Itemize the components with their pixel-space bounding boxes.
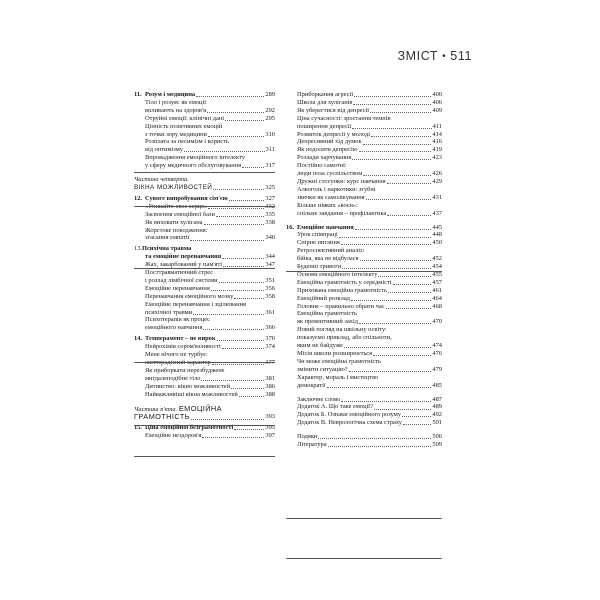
separator-line <box>286 518 442 519</box>
toc-entry[interactable] <box>286 186 442 202</box>
chapter-number: 12. <box>134 194 142 202</box>
toc-entry-title: яким не байдуже <box>297 342 343 350</box>
toc-entry-title: Як подолати депресію <box>297 146 358 154</box>
toc-part-five[interactable] <box>134 405 275 422</box>
toc-entry[interactable] <box>134 367 275 383</box>
toc-entry[interactable] <box>286 91 442 99</box>
toc-entry[interactable] <box>286 358 442 374</box>
toc-entry-title: Урок співпраці <box>297 231 338 239</box>
toc-entry-title: Емоційне нездоров'я <box>145 432 202 440</box>
toc-entry-title: Емоційний розклад <box>297 294 350 302</box>
toc-entry-page: 485 <box>432 381 442 389</box>
toc-entry[interactable] <box>286 178 442 186</box>
toc-entry-page: 377 <box>265 359 275 366</box>
toc-entry-title: Додаток А. Що таке емоції? <box>297 403 373 411</box>
toc-entry-page: 358 <box>265 292 275 300</box>
toc-entry-page: 416 <box>432 138 442 146</box>
toc-entry[interactable] <box>286 107 442 115</box>
toc-entry-title: Отруйні емоції: клінічні дані <box>145 114 224 122</box>
toc-entry-title-line: Жорстоке поводження: <box>145 226 208 234</box>
toc-entry-title: Найважливіші вікна можливостей <box>145 390 238 398</box>
chapter-number: 11. <box>134 91 142 98</box>
separator-line <box>134 206 275 207</box>
separator-line <box>134 268 275 269</box>
chapter-title: Сувоге випробування сім'єю <box>145 194 228 202</box>
toc-entry-page: 419 <box>432 146 442 154</box>
toc-entry-page: 411 <box>432 122 442 130</box>
toc-entry-title: Жах, закарбований у пам'яті <box>145 261 223 269</box>
toc-entry[interactable] <box>134 269 275 285</box>
toc-entry-page: 476 <box>432 350 442 357</box>
toc-entry-title-line: Впровадження емоційного інтелекту <box>145 154 245 162</box>
toc-entry-title: люди поза суспільством <box>297 170 363 178</box>
toc-entry[interactable] <box>134 115 275 123</box>
toc-entry[interactable] <box>286 310 442 326</box>
toc-entry-page: 429 <box>432 177 442 185</box>
header-bullet: • <box>442 50 447 62</box>
separator-line <box>134 362 275 363</box>
toc-entry-title: Місія школи розширюється <box>297 350 373 357</box>
toc-entry-page: 509 <box>432 441 442 449</box>
toc-entry-title: Дружні стосунки: курс навчання <box>297 177 386 185</box>
toc-entry-title: Прихована емоційна грамотність <box>297 286 387 294</box>
toc-entry-page: 489 <box>432 403 442 411</box>
page-header <box>397 48 472 64</box>
header-page-number: 511 <box>450 49 472 63</box>
chapter-page: 395 <box>265 424 275 432</box>
toc-entry-page: 414 <box>432 130 442 138</box>
toc-entry-title: звички як самолікування <box>297 193 365 201</box>
toc-entry[interactable] <box>286 247 442 263</box>
toc-entry-title: згасання емпатії <box>145 234 190 242</box>
toc-entry-page: 479 <box>432 365 442 373</box>
toc-entry[interactable] <box>134 316 275 332</box>
toc-entry-title: поширення депресії <box>297 122 352 130</box>
toc-entry-page: 454 <box>432 263 442 271</box>
toc-entry-page: 295 <box>265 114 275 122</box>
separator-line <box>134 456 275 457</box>
toc-entry-title: Розлади харчування <box>297 154 352 162</box>
toc-entry-page: 506 <box>432 433 442 441</box>
toc-entry-page: 457 <box>432 278 442 286</box>
toc-entry-page: 492 <box>432 411 442 419</box>
toc-entry-title: Перенавчання емоційного мозку <box>145 292 234 300</box>
toc-entry[interactable] <box>286 403 442 411</box>
toc-entry-page: 400 <box>432 91 442 98</box>
toc-entry[interactable] <box>286 146 442 154</box>
toc-entry[interactable] <box>286 303 442 311</box>
part-five-title-line2: ГРАМОТНІСТЬ <box>134 412 191 422</box>
toc-entry[interactable] <box>134 351 275 367</box>
toc-entry-page: 338 <box>265 218 275 226</box>
toc-entry-title: психічної травми <box>145 308 193 316</box>
toc-entry-title: у сферу медичного обслуговування <box>145 162 242 170</box>
toc-entry-page: 388 <box>265 390 275 398</box>
toc-entry-title: від оптимізму <box>145 146 183 154</box>
toc-entry[interactable] <box>286 115 442 131</box>
toc-entry[interactable] <box>286 131 442 139</box>
toc-entry-page: 347 <box>265 261 275 269</box>
toc-entry[interactable] <box>134 383 275 391</box>
toc-entry-page: 332 <box>265 202 275 210</box>
toc-entry-page: 386 <box>265 382 275 390</box>
toc-right-column <box>286 91 442 449</box>
toc-entry[interactable] <box>286 419 442 427</box>
toc-entry-title: Додаток В. Неврологічна схема страху <box>297 419 402 427</box>
toc-entry-page: 426 <box>432 170 442 178</box>
toc-entry[interactable] <box>286 202 442 218</box>
toc-entry[interactable] <box>286 99 442 107</box>
chapter-number: 16. <box>286 223 294 231</box>
toc-entry-page: 381 <box>265 374 275 382</box>
chapter-title: Темперамент – не вирок <box>145 335 216 343</box>
chapter-page: 370 <box>265 335 275 343</box>
toc-entry-page: 470 <box>432 318 442 326</box>
toc-entry-title: і розлад лімбічної системи <box>145 276 218 284</box>
toc-entry[interactable] <box>286 263 442 271</box>
toc-entry[interactable] <box>134 432 275 440</box>
toc-entry[interactable] <box>286 231 442 239</box>
chapter-page: 344 <box>265 253 275 261</box>
toc-entry-title-line: Чи може емоційна грамотність <box>297 357 381 365</box>
chapter-title: Ціна емоційної безграмотності <box>145 424 234 432</box>
toc-entry-page: 361 <box>265 308 275 316</box>
toc-entry-title-line: Посттравматичний стрес <box>145 269 214 277</box>
toc-entry-page: 474 <box>432 342 442 350</box>
toc-entry-title: Як виховати хулігана <box>145 218 203 226</box>
toc-entry-page: 406 <box>432 98 442 106</box>
toc-entry-title-line: Емоційне перенавчання і зцілювання <box>145 300 246 308</box>
chapter-number: 13. <box>134 245 142 253</box>
toc-entry-title-line: Постійно самотні: <box>297 162 347 170</box>
chapter-number: 15. <box>134 424 142 432</box>
toc-entry-title-line: Емоційна грамотність <box>297 310 357 318</box>
toc-entry-title: спільне завдання – профілактика <box>297 209 387 217</box>
toc-entry-title: бійка, яка не відбулася <box>297 255 359 263</box>
separator-line <box>286 558 442 559</box>
header-title: ЗМІСТ <box>397 49 439 63</box>
toc-entry-page: 366 <box>265 324 275 332</box>
toc-entry-title: Подяки <box>297 433 318 441</box>
part-four-page: 325 <box>265 183 275 191</box>
toc-entry-title-line: показуємо приклад, або спільноти, <box>297 334 392 342</box>
toc-entry-title: Спірне питання <box>297 239 340 247</box>
toc-entry[interactable] <box>134 343 275 351</box>
toc-entry[interactable] <box>134 285 275 293</box>
chapter-title-line2: та емоційне перенавчання <box>145 253 222 261</box>
toc-entry[interactable] <box>286 138 442 146</box>
toc-entry-title: Література <box>297 441 327 449</box>
toc-entry-title: з точки зору медицини <box>145 130 207 138</box>
toc-entry-title: демократії <box>297 381 326 389</box>
toc-entry-title: Емоційне перенавчання <box>145 284 210 292</box>
toc-entry-page: 409 <box>432 106 442 114</box>
toc-entry-page: 437 <box>432 209 442 217</box>
part-five-page: 393 <box>265 413 275 421</box>
toc-entry-page: 431 <box>432 193 442 201</box>
toc-entry[interactable] <box>286 154 442 162</box>
toc-entry-title: Школа для хуліганів <box>297 98 353 106</box>
toc-entry-page: 292 <box>265 106 275 114</box>
chapter-number: 14. <box>134 335 142 343</box>
toc-chapter-12[interactable] <box>134 195 275 203</box>
toc-entry-page: 311 <box>265 146 275 154</box>
toc-entry-page: 340 <box>265 234 275 242</box>
toc-entry-page: 335 <box>265 210 275 218</box>
toc-entry[interactable] <box>134 99 275 115</box>
toc-entry-title: змінити ситуацію? <box>297 365 348 373</box>
toc-entry-title-line: Характер, мораль і мистецтво <box>297 373 379 381</box>
part-five-label: Частина п'ята. <box>134 405 178 413</box>
toc-entry-title-line: Мене нічого не турбує: <box>145 351 208 359</box>
toc-entry-title: Емоційна грамотність у середмісті <box>297 278 392 286</box>
part-five-title-line1: ЕМОЦІЙНА <box>178 403 222 413</box>
part-four-title: ВІКНА МОЖЛИВОСТЕЙ <box>134 183 213 191</box>
chapter-page: 289 <box>265 91 275 98</box>
toc-entry-page: 448 <box>432 231 442 239</box>
toc-entry-title: Нейрохімія сором'язливості <box>145 343 221 351</box>
toc-entry-title: життєрадісний характер <box>145 359 211 366</box>
toc-entry-page: 317 <box>265 162 275 170</box>
chapter-title: Емоційне навчання <box>297 223 354 231</box>
toc-entry-page: 310 <box>265 130 275 138</box>
toc-entry[interactable] <box>286 350 442 358</box>
toc-entry-title-line: Ціна сучасності: зростання темпів <box>297 114 391 122</box>
chapter-title-line1: Психічна травма <box>142 245 192 253</box>
toc-entry-title: Депресивний хід думок <box>297 138 362 146</box>
part-four-label: Частина четверта. <box>134 176 189 184</box>
toc-entry[interactable] <box>286 239 442 247</box>
toc-entry[interactable] <box>286 374 442 390</box>
chapter-page: 327 <box>265 194 275 202</box>
toc-chapter-16[interactable] <box>286 224 442 232</box>
toc-entry[interactable] <box>286 162 442 178</box>
toc-entry[interactable] <box>286 271 442 279</box>
toc-entry-title: Заключне слово <box>297 395 341 403</box>
toc-entry-title: мигдалеподібне тіло <box>145 374 201 382</box>
toc-entry-page: 487 <box>432 395 442 403</box>
toc-entry[interactable] <box>286 411 442 419</box>
toc-entry[interactable] <box>134 293 275 301</box>
toc-entry[interactable] <box>286 279 442 287</box>
toc-entry-title-line: Як приборкати перезбуджене <box>145 366 225 374</box>
toc-entry-page: 455 <box>432 270 442 278</box>
toc-entry-page: 356 <box>265 284 275 292</box>
toc-entry[interactable] <box>134 391 275 399</box>
toc-entry[interactable] <box>134 154 275 170</box>
toc-entry-title-line: Ретроспективний аналіз: <box>297 247 365 255</box>
toc-entry-title: Розвиток депресії у молоді <box>297 130 371 138</box>
toc-entry[interactable] <box>286 441 442 449</box>
toc-entry-title-line: Розплата за песимізм і користь <box>145 138 229 146</box>
toc-entry-title: «Уникайте своє серце» <box>145 202 208 210</box>
toc-entry-page: 461 <box>432 286 442 294</box>
separator-line <box>134 425 275 426</box>
toc-entry-page: 468 <box>432 302 442 310</box>
toc-entry-title: Додаток Б. Ознаки емоційного розуму <box>297 411 401 419</box>
toc-entry-title-line: Цінність позитивних емоцій <box>145 122 223 130</box>
toc-entry-title: Як уберегтися від депресії <box>297 106 370 114</box>
toc-entry-title-line: Тіло і розум: як емоції <box>145 98 207 106</box>
toc-entry[interactable] <box>134 211 275 219</box>
toc-chapter-14[interactable] <box>134 335 275 343</box>
toc-entry-page: 374 <box>265 343 275 351</box>
toc-entry-title: Буденні тривоги <box>297 263 342 271</box>
chapter-title: Розум і медицина <box>145 91 196 98</box>
toc-entry[interactable] <box>134 301 275 317</box>
toc-entry[interactable] <box>286 433 442 441</box>
toc-part-four[interactable] <box>134 184 275 192</box>
toc-entry[interactable] <box>134 219 275 227</box>
toc-entry-title-line: Більше ніяких «воєн»: <box>297 201 358 209</box>
toc-entry[interactable] <box>134 123 275 139</box>
toc-entry-title-line: Психотерапія як процес <box>145 316 210 324</box>
toc-entry-title: Засвоєння емоційної бази <box>145 210 215 218</box>
toc-entry-page: 464 <box>432 294 442 302</box>
toc-entry-page: 501 <box>432 419 442 427</box>
toc-entry-title: Приборкання агресії <box>297 91 354 98</box>
toc-entry-page: 397 <box>265 432 275 440</box>
toc-entry-page: 450 <box>432 239 442 247</box>
separator-line <box>134 172 275 173</box>
toc-entry-title: емоційного навчання <box>145 324 203 332</box>
toc-entry-title-line: Алкоголь і наркотики: згубні <box>297 185 376 193</box>
toc-entry[interactable] <box>134 227 275 243</box>
chapter-page: 445 <box>432 223 442 231</box>
toc-entry-title: як превентивний захід <box>297 318 359 326</box>
toc-chapter-11[interactable] <box>134 91 275 99</box>
toc-chapter-13[interactable] <box>134 245 275 261</box>
toc-entry-title: Основи емоційного інтелекту <box>297 270 378 278</box>
toc-entry[interactable] <box>134 138 275 154</box>
toc-entry-page: 452 <box>432 255 442 263</box>
toc-entry[interactable] <box>286 326 442 350</box>
toc-entry-page: 423 <box>432 154 442 162</box>
toc-entry-title-line: Новий погляд на шкільну освіту: <box>297 326 387 334</box>
toc-entry-title: Головне – правильно обрати час <box>297 302 385 310</box>
toc-entry-page: 351 <box>265 276 275 284</box>
toc-entry-title: Дитинство: вікно можливостей <box>145 382 231 390</box>
toc-left-column <box>134 91 275 440</box>
toc-entry[interactable] <box>286 396 442 404</box>
toc-entry-title: впливають на здоров'я <box>145 106 207 114</box>
toc-entry[interactable] <box>286 287 442 295</box>
toc-entry[interactable] <box>286 295 442 303</box>
